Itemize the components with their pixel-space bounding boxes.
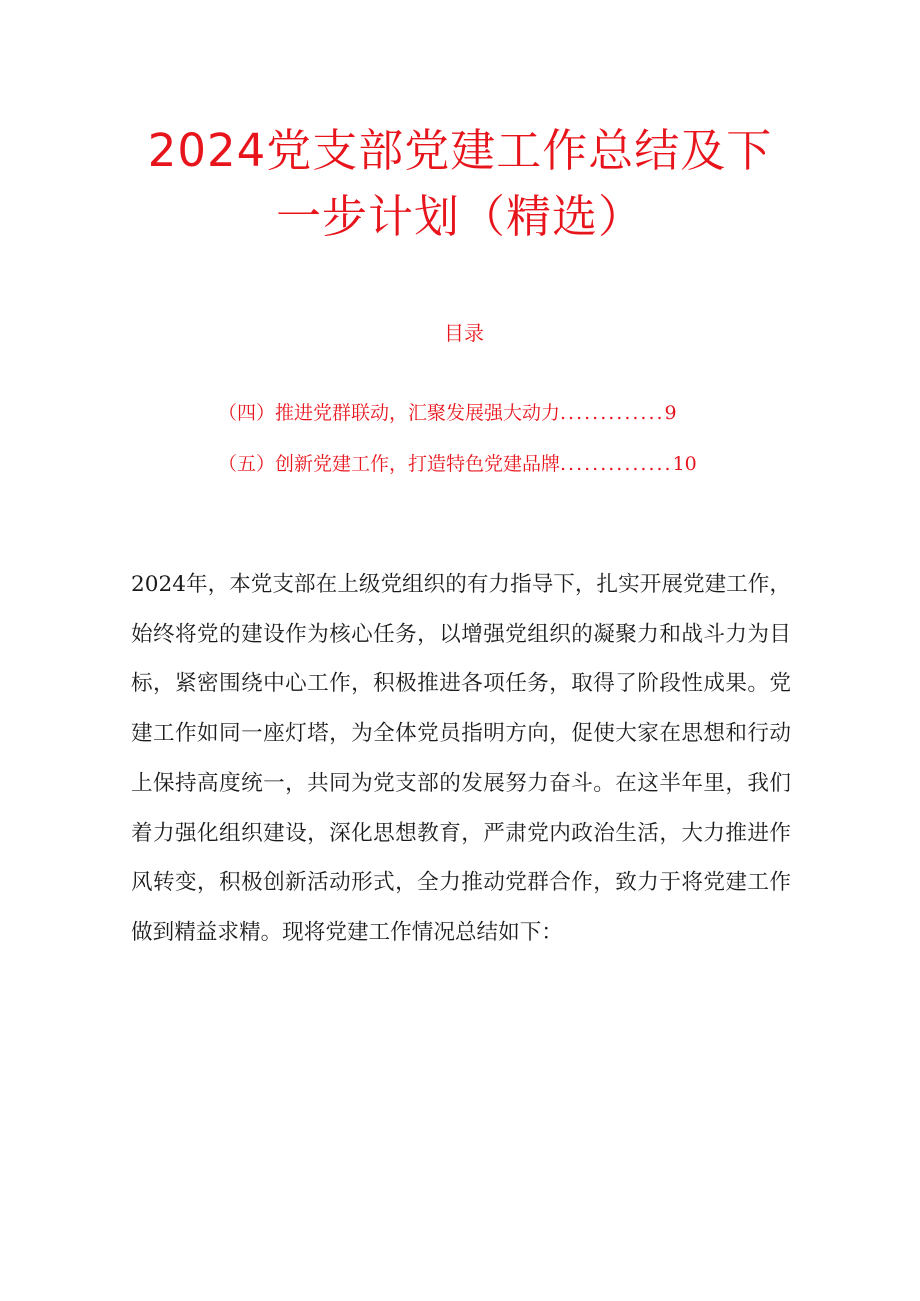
- toc-entry-label: （四）推进党群联动，汇聚发展强大动力: [218, 402, 561, 424]
- toc-entry-page: 9: [664, 402, 677, 424]
- body-paragraph: 2024年，本党支部在上级党组织的有力指导下，扎实开展党建工作，始终将党的建设作为核心任务，以增强党组织的凝聚力和战斗力为目标，紧密围绕中心工作，积极推进各项任务，取得了阶段性成果。党建工作如同一座灯塔，为全体党员指明方向，促使大家在思想和行动上保持高度统一，共同为党支部的发展努力奋斗。在这半年里，我们着力强化组织建设，深化思想教育，严肃党内政治生活，大力推进作风转变，积极创新活动形式，全力推动党群合作，致力于将党建工作做到精益求精。现将党建工作情况总结如下：: [131, 572, 791, 945]
- toc-entry-label: （五）创新党建工作，打造特色党建品牌: [218, 453, 561, 475]
- toc-heading: 目录: [444, 321, 484, 345]
- toc-entry-leader: .............: [560, 402, 665, 424]
- toc-entry[interactable]: [218, 398, 677, 428]
- toc-entry-leader: ..............: [560, 453, 673, 475]
- toc-entry[interactable]: [218, 449, 697, 479]
- toc-entry-page: 10: [672, 453, 697, 475]
- document-title: 2024党支部党建工作总结及下一步计划（精选）: [147, 124, 773, 243]
